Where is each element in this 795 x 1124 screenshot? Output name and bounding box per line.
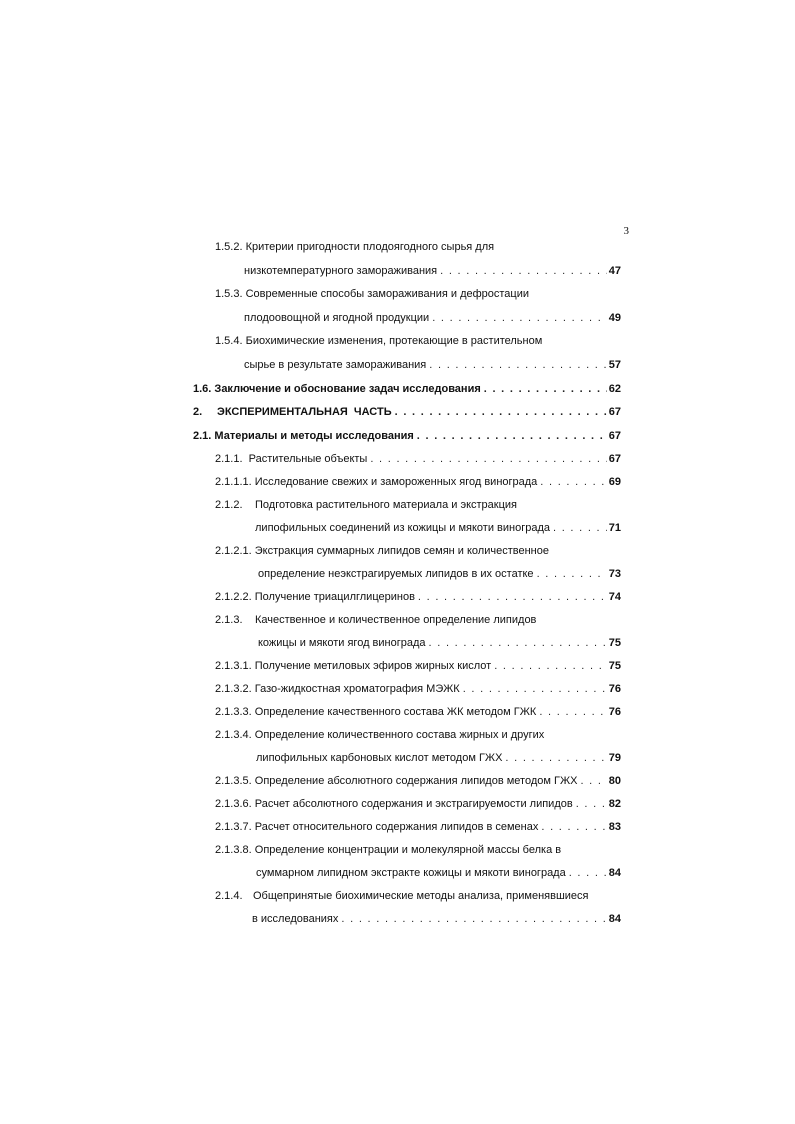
- toc-number: 2.1.3.5.: [215, 775, 252, 787]
- toc-entry-2-1-1-1: [215, 475, 621, 489]
- toc-leader: [429, 636, 607, 650]
- toc-number: 2.1.3.1.: [215, 660, 252, 672]
- toc-title: низкотемпературного замораживания: [244, 265, 438, 277]
- toc-title: Растительные объекты: [248, 453, 368, 465]
- toc-entry-2-1-2-cont: [255, 521, 621, 535]
- toc-leader: [541, 820, 606, 834]
- toc-entry-2-1-3-7: [215, 820, 621, 834]
- toc-entry-2: [193, 405, 621, 419]
- toc-entry-1-5-3-cont: [244, 311, 621, 325]
- toc-page: 80: [608, 775, 621, 787]
- page-number: 3: [623, 225, 629, 237]
- toc-leader: [341, 912, 606, 926]
- toc-page: 49: [608, 312, 621, 324]
- toc-number: 2.1.1.: [215, 453, 243, 465]
- toc-number: 1.5.3.: [215, 288, 243, 300]
- toc-title: липофильных соединений из кожицы и мякоти винограда: [255, 522, 550, 534]
- toc-page: 67: [608, 406, 621, 418]
- toc-title: ЭКСПЕРИМЕНТАЛЬНАЯ ЧАСТЬ: [217, 406, 392, 418]
- toc-leader: [417, 429, 607, 443]
- toc-leader: [569, 866, 607, 880]
- toc-number: 2.1.1.1.: [215, 476, 252, 488]
- toc-title: плодоовощной и ягодной продукции: [244, 312, 430, 324]
- toc-leader: [418, 590, 607, 604]
- toc-title: Определение количественного состава жирных и других: [254, 729, 545, 741]
- toc-number: 2.1.2.1.: [215, 545, 252, 557]
- toc-leader: [395, 405, 607, 419]
- toc-leader: [463, 682, 607, 696]
- toc-title: в исследованиях: [252, 913, 339, 925]
- toc-page: 84: [608, 867, 621, 879]
- toc-title: Расчет абсолютного содержания и экстрагируемости липидов: [254, 798, 573, 810]
- toc-page: 76: [608, 683, 621, 695]
- toc-title: определение неэкстрагируемых липидов в их остатке: [258, 568, 534, 580]
- toc-entry-2-1-2-1: [215, 544, 621, 558]
- toc-entry-1-5-4-cont: [244, 358, 621, 372]
- toc-leader: [370, 452, 606, 466]
- toc-entry-2-1-3-5: [215, 774, 621, 788]
- toc-title: Материалы и методы исследования: [214, 430, 414, 442]
- toc-entry-2-1-4-cont: [252, 912, 621, 926]
- toc-title: суммарном липидном экстракте кожицы и мякоти винограда: [256, 867, 566, 879]
- toc-entry-2-1-3-4: [215, 728, 621, 742]
- toc-title: Биохимические изменения, протекающие в растительном: [245, 335, 543, 347]
- toc-leader: [580, 774, 606, 788]
- toc-number: 2.1.3.7.: [215, 821, 252, 833]
- toc-leader: [429, 358, 606, 372]
- toc-entry-1-5-4: [215, 334, 621, 348]
- toc-entry-2-1-3-2: [215, 682, 621, 696]
- toc-number: 2.1.3.2.: [215, 683, 252, 695]
- toc-entry-2-1-2-2: [215, 590, 621, 604]
- toc-number: 2.1.2.2.: [215, 591, 252, 603]
- toc-title: Получение метиловых эфиров жирных кислот: [254, 660, 492, 672]
- toc-title: Общепринятые биохимические методы анализа, применявшиеся: [253, 890, 589, 902]
- toc-title: сырье в результате замораживания: [244, 359, 427, 371]
- toc-title: кожицы и мякоти ягод винограда: [258, 637, 426, 649]
- toc-leader: [576, 797, 607, 811]
- toc-leader: [494, 659, 607, 673]
- toc-leader: [432, 311, 607, 325]
- toc-number: 2.1.3.: [215, 614, 243, 626]
- toc-leader: [505, 751, 606, 765]
- toc-page: 73: [608, 568, 621, 580]
- toc-title: Определение качественного состава ЖК методом ГЖК: [254, 706, 537, 718]
- toc-number: 2.1.3.8.: [215, 844, 252, 856]
- toc-title: Экстракция суммарных липидов семян и количественное: [254, 545, 549, 557]
- toc-entry-2-1-3-8: [215, 843, 621, 857]
- toc-title: Получение триацилглицеринов: [254, 591, 415, 603]
- toc-number: 1.6.: [193, 383, 212, 395]
- toc-entry-2-1-3: [215, 613, 621, 627]
- toc-entry-1-5-3: [215, 287, 621, 301]
- toc-number: 2.1.: [193, 430, 212, 442]
- toc-entry-2-1-3-6: [215, 797, 621, 811]
- toc-page: 57: [608, 359, 621, 371]
- toc-number: 2.1.3.3.: [215, 706, 252, 718]
- toc-entry-1-5-2-cont: [244, 264, 621, 278]
- toc-entry-1-6: [193, 382, 621, 396]
- toc-entry-2-1-3-4-cont: [256, 751, 621, 765]
- toc-leader: [537, 567, 607, 581]
- toc-title: Определение концентрации и молекулярной массы белка в: [254, 844, 562, 856]
- toc-number: 2.1.4.: [215, 890, 243, 902]
- toc-title: Расчет относительного содержания липидов в семенах: [254, 821, 539, 833]
- toc-number: 2.1.3.6.: [215, 798, 252, 810]
- toc-title: Исследование свежих и замороженных ягод винограда: [254, 476, 538, 488]
- toc-entry-2-1-2-1-cont: [258, 567, 621, 581]
- toc-leader: [539, 705, 606, 719]
- toc-entry-2-1-4: [215, 889, 621, 903]
- toc-leader: [540, 475, 606, 489]
- toc-number: 2.: [193, 406, 203, 418]
- toc-page: 79: [608, 752, 621, 764]
- toc-title: Качественное и количественное определение липидов: [255, 614, 537, 626]
- toc-title: липофильных карбоновых кислот методом ГЖХ: [256, 752, 503, 764]
- toc-page: 75: [608, 637, 621, 649]
- toc-leader: [553, 521, 607, 535]
- toc-page: 71: [608, 522, 621, 534]
- toc-number: 2.1.2.: [215, 499, 243, 511]
- toc-title: Газо-жидкостная хроматография МЭЖК: [254, 683, 460, 695]
- toc-page: 83: [608, 821, 621, 833]
- toc-entry-1-5-2: [215, 240, 621, 254]
- toc-page: 82: [608, 798, 621, 810]
- toc-title: Определение абсолютного содержания липидов методом ГЖХ: [254, 775, 578, 787]
- toc-page: 67: [608, 430, 621, 442]
- toc-entry-2-1-3-3: [215, 705, 621, 719]
- toc-title: Заключение и обоснование задач исследования: [214, 383, 481, 395]
- toc-number: 1.5.4.: [215, 335, 243, 347]
- toc-leader: [484, 382, 607, 396]
- toc-entry-2-1-1: [215, 452, 621, 466]
- toc-title: Критерии пригодности плодоягодного сырья для: [245, 241, 495, 253]
- toc-entry-2-1-2: [215, 498, 621, 512]
- toc-entry-2-1-3-1: [215, 659, 621, 673]
- toc-number: 2.1.3.4.: [215, 729, 252, 741]
- toc-title: Подготовка растительного материала и экстракция: [255, 499, 518, 511]
- toc-page: 74: [608, 591, 621, 603]
- toc-page: 75: [608, 660, 621, 672]
- toc-page: 69: [608, 476, 621, 488]
- toc-number: 1.5.2.: [215, 241, 243, 253]
- toc-entry-2-1: [193, 429, 621, 443]
- toc-page: 47: [608, 265, 621, 277]
- toc-entry-2-1-3-cont: [258, 636, 621, 650]
- toc-page: 76: [608, 706, 621, 718]
- toc-leader: [440, 264, 607, 278]
- toc-page: 67: [608, 453, 621, 465]
- toc-entry-2-1-3-8-cont: [256, 866, 621, 880]
- toc-page: 62: [608, 383, 621, 395]
- toc-title: Современные способы замораживания и дефростации: [245, 288, 530, 300]
- toc-page: 84: [608, 913, 621, 925]
